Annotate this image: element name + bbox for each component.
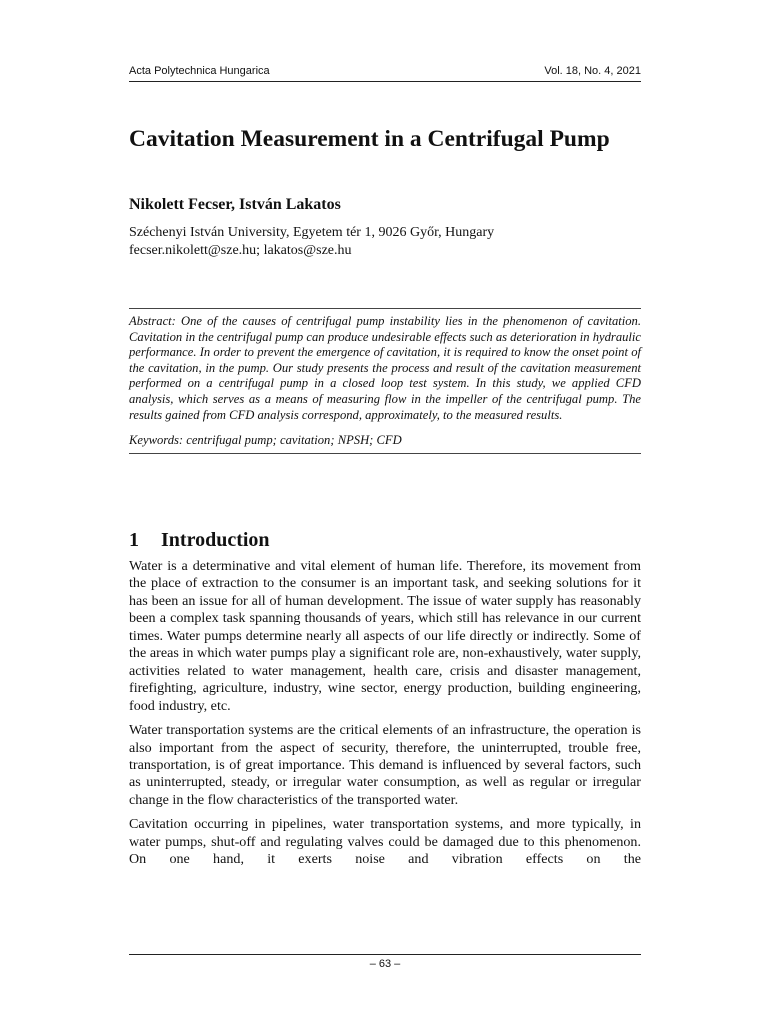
section-heading	[129, 527, 641, 553]
running-header	[129, 64, 641, 82]
paragraph: Water is a determinative and vital element of human life. Therefore, its movement from the place of extraction to the consumer is an important task, and seeking solutions for it has been an issue for all of human development. The issue of water supply has reasonably been a complex task spanning thousands of years, which still has relevance in our current times. Water pumps determine nearly all aspects of our life directly or indirectly. Some of the areas in which water pumps play a significant role are, non-exhaustively, water supply, activities related to water management, health care, crisis and disaster management, firefighting, agriculture, industry, wine sector, energy production, building engineering, food industry, etc.	[129, 558, 641, 714]
contact-emails: fecser.nikolett@sze.hu; lakatos@sze.hu	[129, 243, 352, 258]
journal-name: Acta Polytechnica Hungarica	[129, 65, 270, 77]
section-title: Introduction	[161, 529, 270, 551]
abstract-text: Abstract: One of the causes of centrifugal pump instability lies in the phenomenon of cavitation. Cavitation in the centrifugal pump can produce undesirable effects such as deterioration in hydraulic performance. In order to prevent the emergence of cavitation, it is required to know the onset point of the cavitation, in the pump. Our study presents the process and result of the cavitation measurement performed on a centrifugal pump in a closed loop test system. In this study, we applied CFD analysis, which serves as a means of measuring flow in the impeller of the centrifugal pump. The results gained from CFD analysis correspond, approximately, to the measured results.	[129, 314, 641, 422]
paper-title: Cavitation Measurement in a Centrifugal Pump	[129, 126, 610, 152]
page-number: – 63 –	[369, 958, 401, 970]
paragraph: Water transportation systems are the critical elements of an infrastructure, the operation is also important from the aspect of security, therefore, the uninterrupted, trouble free, transportation, is of great importance. This demand is influenced by several factors, such as uninterrupted, steady, or irregular water consumption, as well as regular or irregular change in the flow characteristics of the transported water.	[129, 722, 641, 808]
author-list: Nikolett Fecser, István Lakatos	[129, 196, 341, 213]
abstract-block	[129, 308, 641, 454]
section-number: 1	[129, 529, 139, 551]
body-text	[129, 558, 641, 876]
keywords: Keywords: centrifugal pump; cavitation; NPSH; CFD	[129, 433, 402, 448]
paragraph: Cavitation occurring in pipelines, water transportation systems, and more typically, in water pumps, shut-off and regulating valves could be damaged due to this phenomenon. On one hand, it exerts noise and vibration effects on the	[129, 816, 641, 868]
footer-divider	[129, 954, 641, 955]
affiliation: Széchenyi István University, Egyetem tér 1, 9026 Győr, Hungary	[129, 225, 495, 240]
volume-info: Vol. 18, No. 4, 2021	[544, 65, 641, 77]
